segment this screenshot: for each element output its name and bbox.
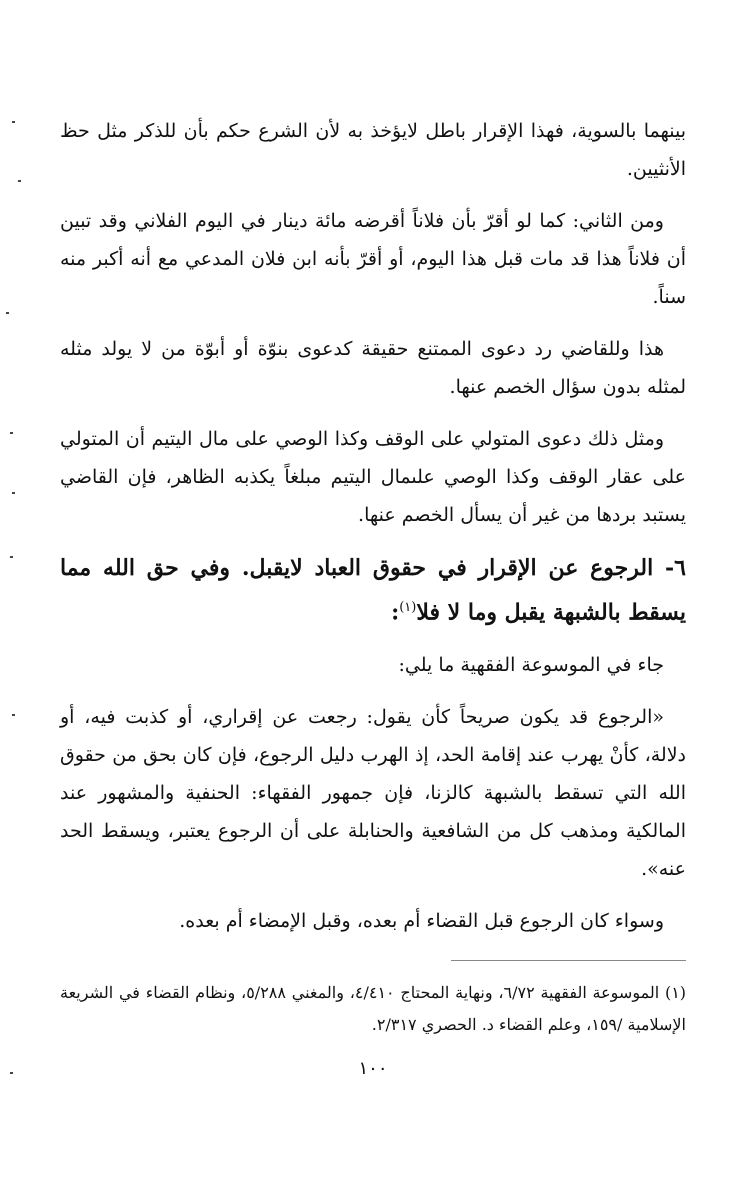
scan-speck — [6, 312, 9, 314]
footnote-divider — [451, 960, 686, 961]
page-body — [60, 112, 686, 1057]
footnote-reference: (١) — [399, 600, 417, 615]
scan-speck — [12, 492, 15, 494]
scan-speck — [12, 121, 15, 123]
section-heading — [60, 548, 686, 632]
paragraph-3: هذا وللقاضي رد دعوى الممتنع حقيقة كدعوى بنوّة أو أبوّة من لا يولد مثله لمثله بدون سؤال الخصم عنها. — [60, 338, 686, 398]
intro-line: جاء في الموسوعة الفقهية ما يلي: — [398, 654, 664, 677]
closing-paragraph: وسواء كان الرجوع قبل القضاء أم بعده، وقبل الإمضاء أم بعده. — [179, 910, 664, 933]
paragraph-4: ومثل ذلك دعوى المتولي على الوقف وكذا الوصي على مال اليتيم أن المتولي على عقار الوقف وكذا الوصي علىمال اليتيم مبلغاً يكذبه الظاهر، فإن القاضي يستبد بردها من غير أن يسأل الخصم عنها. — [60, 428, 686, 526]
quote-paragraph: «الرجوع قد يكون صريحاً كأن يقول: رجعت عن إقراري، أو كذبت فيه، أو دلالة، كأنْ يهرب عند إقامة الحد، إذ الهرب دليل الرجوع، فإن كان بحق من حقوق الله التي تسقط بالشبهة كالزنا، فإن جمهور الفقهاء: الحنفية والمشهور عند المالكية ومذهب كل من الشافعية والحنابلة على أن الرجوع يعتبر، ويسقط الحد عنه». — [60, 706, 686, 881]
page-number: ١٠٠ — [358, 1058, 388, 1079]
scan-speck — [10, 1072, 13, 1074]
footnote-text: (١) الموسوعة الفقهية ٦/٧٢، ونهاية المحتاج ٤/٤١٠، والمغني ٥/٢٨٨، ونظام القضاء في الشريعة الإسلامية /١٥٩، وعلم القضاء د. الحصري ٢/٣١٧. — [60, 983, 687, 1035]
scan-speck — [10, 432, 13, 434]
scan-speck — [18, 180, 21, 182]
heading-text: ٦- الرجوع عن الإقرار في حقوق العباد لايقبل. وفي حق الله مما يسقط بالشبهة يقبل وما لا فلا — [60, 555, 686, 626]
paragraph-1: بينهما بالسوية، فهذا الإقرار باطل لايؤخذ به لأن الشرع حكم بأن للذكر مثل حظ الأنثيين. — [60, 120, 687, 180]
paragraph-2: ومن الثاني: كما لو أقرّ بأن فلاناً أقرضه مائة دينار في اليوم الفلاني وقد تبين أن فلاناً هذا قد مات قبل هذا اليوم، أو أقرّ بأنه ابن فلان المدعي مع أنه أكبر منه سناً. — [60, 210, 686, 308]
heading-colon: : — [391, 599, 400, 626]
scan-speck — [10, 556, 13, 558]
scan-speck — [12, 714, 15, 716]
